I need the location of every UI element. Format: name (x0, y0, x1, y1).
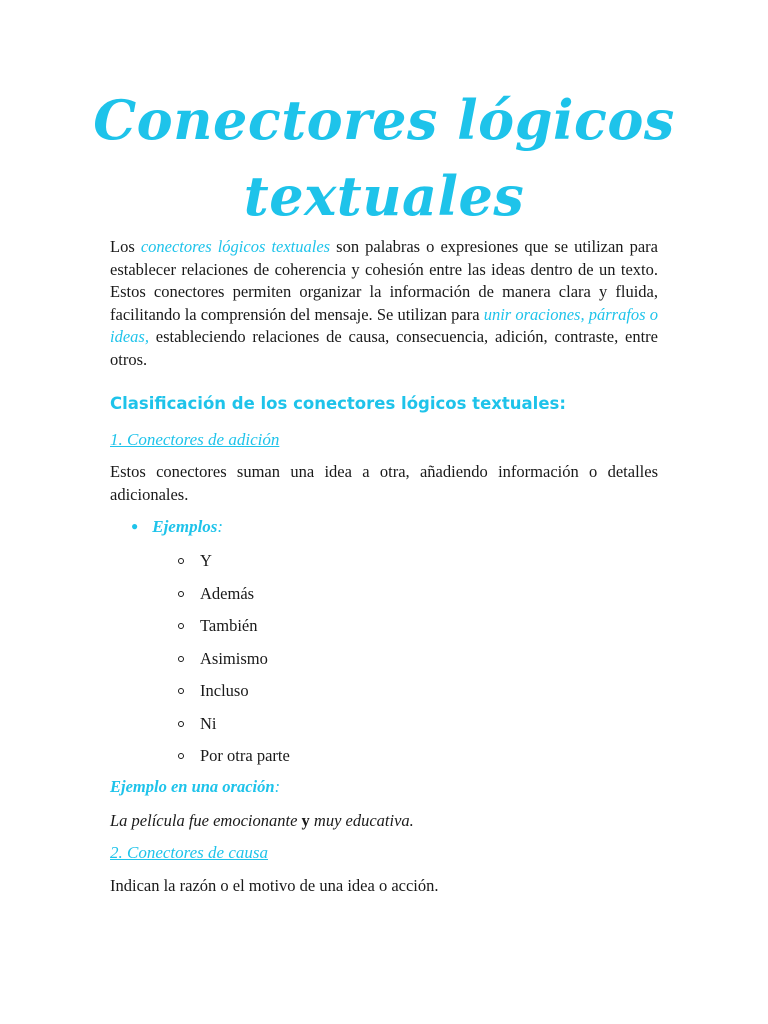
title-line-2: textuales (243, 164, 525, 228)
section-1-heading: 1. Conectores de adición (110, 430, 280, 449)
example-sentence: La película fue emocionante y muy educativa. (110, 811, 414, 830)
examples-label: Ejemplos (152, 517, 218, 536)
list-item: Ni (178, 711, 290, 744)
circle-bullet-icon (178, 591, 184, 597)
circle-bullet-icon (178, 558, 184, 564)
list-item: Y (178, 548, 290, 581)
circle-bullet-icon (178, 623, 184, 629)
list-item: Asimismo (178, 646, 290, 679)
sentence-example-label: Ejemplo en una oración: (110, 777, 281, 796)
list-item: Incluso (178, 678, 290, 711)
classification-heading: Clasificación de los conectores lógicos textuales: (110, 394, 566, 413)
circle-bullet-icon (178, 656, 184, 662)
examples-bullet: ● Ejemplos: (131, 517, 224, 536)
list-item: Además (178, 581, 290, 614)
title-line-1: Conectores lógicos (93, 88, 675, 152)
examples-list (178, 548, 290, 776)
intro-text-3: estableciendo relaciones de causa, consecuencia, adición, contraste, entre otros. (110, 327, 658, 369)
section-1-description: Estos conectores suman una idea a otra, añadiendo información o detalles adicionales. (110, 462, 658, 504)
bullet-dot-icon: ● (131, 519, 139, 533)
list-item: Por otra parte (178, 743, 290, 776)
circle-bullet-icon (178, 753, 184, 759)
section-2-heading: 2. Conectores de causa (110, 843, 269, 862)
document-title (0, 82, 768, 234)
section-2-description: Indican la razón o el motivo de una idea o acción. (110, 876, 439, 895)
circle-bullet-icon (178, 721, 184, 727)
list-item: También (178, 613, 290, 646)
intro-highlight-1: conectores lógicos textuales (140, 237, 331, 256)
circle-bullet-icon (178, 688, 184, 694)
intro-paragraph (110, 236, 658, 371)
connector-word: y (301, 811, 310, 830)
intro-highlight-2: unir oraciones, párrafos o ideas, (110, 304, 658, 346)
intro-text-2: son palabras o expresiones que se utilizan para establecer relaciones de coherencia y cohesión entre las ideas dentro de un texto. Estos conectores permiten organizar la información de manera clara y fluida, facilitando la comprensión del mensaje. Se utilizan para (110, 237, 659, 324)
intro-text-1: Los (110, 237, 141, 256)
